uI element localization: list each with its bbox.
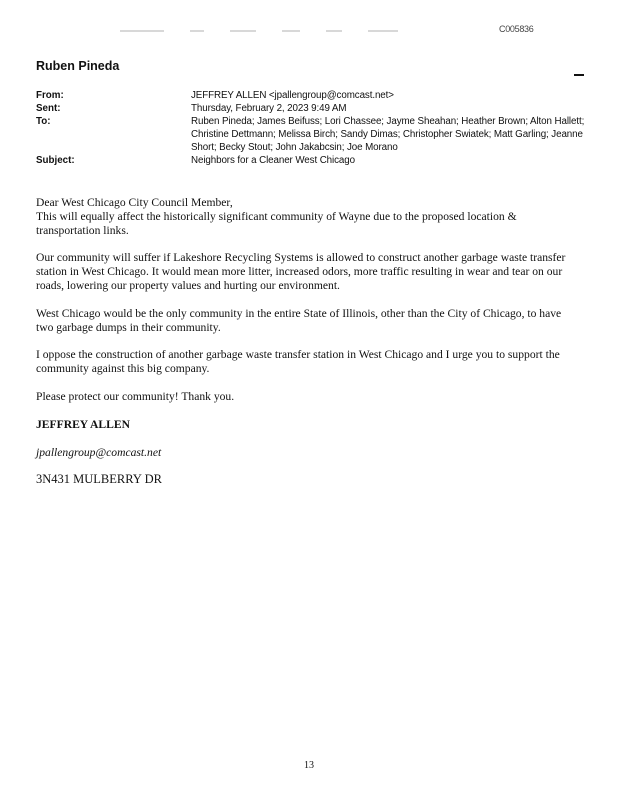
header-to-value: Ruben Pineda; James Beifuss; Lori Chassee; Jayme Sheahan; Heather Brown; Alton Hallett; Christine Dettmann; Melissa Birch; Sandy Dimas; Christopher Swiatek; Matt Garling; Jeanne Short; Becky Stout; John Jakabcsin; Joe Morano xyxy=(191,116,585,153)
header-to-label: To: xyxy=(36,116,51,127)
header-sent-label: Sent: xyxy=(36,103,61,114)
header-subject-value: Neighbors for a Cleaner West Chicago xyxy=(191,155,355,166)
header-from-row xyxy=(36,89,596,102)
email-body xyxy=(36,196,581,487)
header-sent-row xyxy=(36,102,596,115)
body-paragraph: I oppose the construction of another garbage waste transfer station in West Chicago and I urge you to support the community against this big company. xyxy=(36,348,560,376)
signature-name: JEFFREY ALLEN xyxy=(36,417,130,431)
faint-header-marks xyxy=(120,30,398,32)
body-paragraph: Our community will suffer if Lakeshore Recycling Systems is allowed to construct another garbage waste transfer station in West Chicago. It would mean more litter, increased odors, more traffic resulting in wear and tear on our roads, lowering our property values and hurting our environment. xyxy=(36,251,566,292)
page-number: 13 xyxy=(304,760,314,771)
header-rule-mark xyxy=(574,74,584,76)
header-from-value: JEFFREY ALLEN <jpallengroup@comcast.net> xyxy=(191,90,394,101)
salutation: Dear West Chicago City Council Member, xyxy=(36,196,233,209)
body-paragraph: This will equally affect the historically significant community of Wayne due to the proposed location & transportation links. xyxy=(36,209,517,237)
header-subject-row xyxy=(36,154,596,167)
body-paragraph: Please protect our community! Thank you. xyxy=(36,389,235,403)
signature-address: 3N431 MULBERRY DR xyxy=(36,472,162,487)
email-header xyxy=(36,89,596,167)
signature-email: jpallengroup@comcast.net xyxy=(36,445,162,459)
header-from-label: From: xyxy=(36,90,64,101)
header-to-row xyxy=(36,115,596,154)
header-sent-value: Thursday, February 2, 2023 9:49 AM xyxy=(191,103,347,114)
header-subject-label: Subject: xyxy=(36,155,75,166)
body-paragraph: West Chicago would be the only community in the entire State of Illinois, other than the City of Chicago, to have two garbage dumps in their community. xyxy=(36,306,562,334)
bates-number: C005836 xyxy=(499,24,534,34)
sender-heading: Ruben Pineda xyxy=(36,59,120,73)
